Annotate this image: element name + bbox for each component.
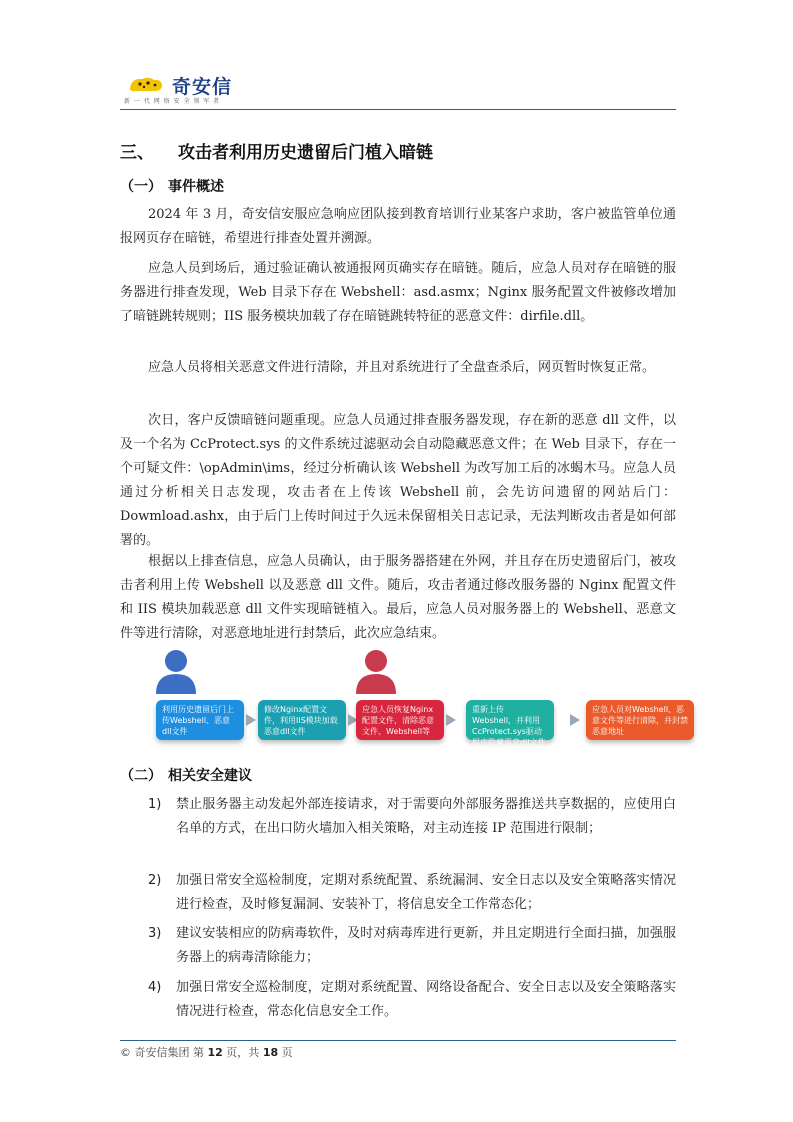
subsection-number: （一） [120, 179, 162, 195]
qianxin-logo-icon [128, 74, 164, 94]
suggestion-text: 建议安装相应的防病毒软件，及时对病毒库进行更新，并且定期进行全面扫描，加强服务器上的病毒清除能力； [176, 926, 676, 965]
page-header [120, 70, 680, 110]
footer-prefix: © 奇安信集团 第 [120, 1046, 208, 1059]
suggestion-text: 禁止服务器主动发起外部连接请求，对于需要向外部服务器推送共享数据的，应使用白名单的方式，在出口防火墙加入相关策略，对主动连接 IP 范围进行限制； [176, 797, 676, 836]
subsection-number: （二） [120, 768, 162, 784]
paragraph: 根据以上排查信息，应急人员确认，由于服务器搭建在外网，并且存在历史遗留后门，被攻击者利用上传 Webshell 以及恶意 dll 文件。随后，攻击者通过修改服务器的 Nginx 配置文件和 IIS 模块加载恶意 dll 文件实现暗链植入。最后，应急人员对服务器上的 Webshell、恶意文件等进行清除，对恶意地址进行封禁后，此次应急结束。 [120, 554, 676, 641]
section-heading [120, 138, 433, 163]
section-title: 攻击者利用历史遗留后门植入暗链 [178, 143, 433, 163]
page-footer [120, 1044, 293, 1060]
footer-divider [120, 1040, 676, 1041]
flow-step-3: 应急人员恢复Nginx配置文件，清除恶意文件、Webshell等 [356, 700, 444, 740]
arrow-right-icon [570, 714, 580, 726]
paragraph: 应急人员到场后，通过验证确认被通报网页确实存在暗链。随后，应急人员对存在暗链的服务器进行排查发现，Web 目录下存在 Webshell：asd.asmx；Nginx 服务配置文件被修改增加了暗链跳转规则；IIS 服务模块加载了存在暗链跳转特征的恶意文件：dirfile.dll。 [120, 261, 676, 324]
paragraph: 2024 年 3 月，奇安信安服应急响应团队接到教育培训行业某客户求助，客户被监管单位通报网页存在暗链，希望进行排查处置并溯源。 [120, 207, 676, 246]
subsection-heading-overview [120, 176, 224, 196]
subsection-title: 相关安全建议 [168, 768, 252, 784]
suggestion-index: 2) [148, 873, 162, 888]
logo-slogan: 新 一 代 网 络 安 全 领 军 者 [124, 98, 221, 105]
suggestion-index: 4) [148, 980, 162, 995]
footer-middle: 页，共 [222, 1046, 263, 1059]
logo-text: 奇安信 [172, 76, 233, 98]
paragraph: 次日，客户反馈暗链问题重现。应急人员通过排查服务器发现，存在新的恶意 dll 文件，以及一个名为 CcProtect.sys 的文件系统过滤驱动会自动隐藏恶意文件；在 Web 目录下，存在一个可疑文件：\opAdmin\ims，经过分析确认该 Webshell 为改写加工后的冰蝎木马。应急人员通过分析相关日志发现，攻击者在上传该 Webshell 前，会先访问遗留的网站后门：Dowmload.ashx，由于后门上传时间过于久远未保留相关日志记录，无法判断攻击者是如何部署的。 [120, 413, 676, 548]
page-total: 18 [262, 1046, 279, 1059]
footer-suffix: 页 [278, 1046, 293, 1059]
page-number: 12 [207, 1046, 223, 1059]
subsection-title: 事件概述 [168, 179, 224, 195]
flow-step-1: 利用历史遗留后门上传Webshell、恶意dll文件 [156, 700, 244, 740]
suggestion-index: 3) [148, 926, 162, 941]
suggestion-index: 1) [148, 797, 162, 812]
flow-step-5: 应急人员对Webshell、恶意文件等进行清除，并封禁恶意地址 [586, 700, 694, 740]
suggestion-item [148, 922, 676, 970]
suggestion-item [148, 976, 676, 1024]
attacker-icon [154, 648, 198, 696]
flow-step-2: 修改Nginx配置文件，利用IIS模块加载恶意dll文件 [258, 700, 346, 740]
subsection-heading-suggestions [120, 765, 252, 785]
suggestion-text: 加强日常安全巡检制度，定期对系统配置、系统漏洞、安全日志以及安全策略落实情况进行检查，及时修复漏洞、安装补丁，将信息安全工作常态化； [176, 873, 676, 912]
suggestion-item [148, 793, 676, 841]
section-number: 三、 [120, 143, 154, 163]
arrow-right-icon [446, 714, 456, 726]
responder-icon [354, 648, 398, 696]
arrow-right-icon [246, 714, 256, 726]
flow-step-4: 重新上传Webshell，并利用CcProtect.sys驱动程序隐藏恶意dll文件 [466, 700, 554, 740]
suggestion-item [148, 869, 676, 917]
suggestion-text: 加强日常安全巡检制度，定期对系统配置、网络设备配合、安全日志以及安全策略落实情况进行检查，常态化信息安全工作。 [176, 980, 676, 1019]
paragraph: 应急人员将相关恶意文件进行清除，并且对系统进行了全盘查杀后，网页暂时恢复正常。 [148, 360, 656, 375]
header-divider [120, 109, 676, 110]
attack-flow-diagram [120, 648, 700, 748]
